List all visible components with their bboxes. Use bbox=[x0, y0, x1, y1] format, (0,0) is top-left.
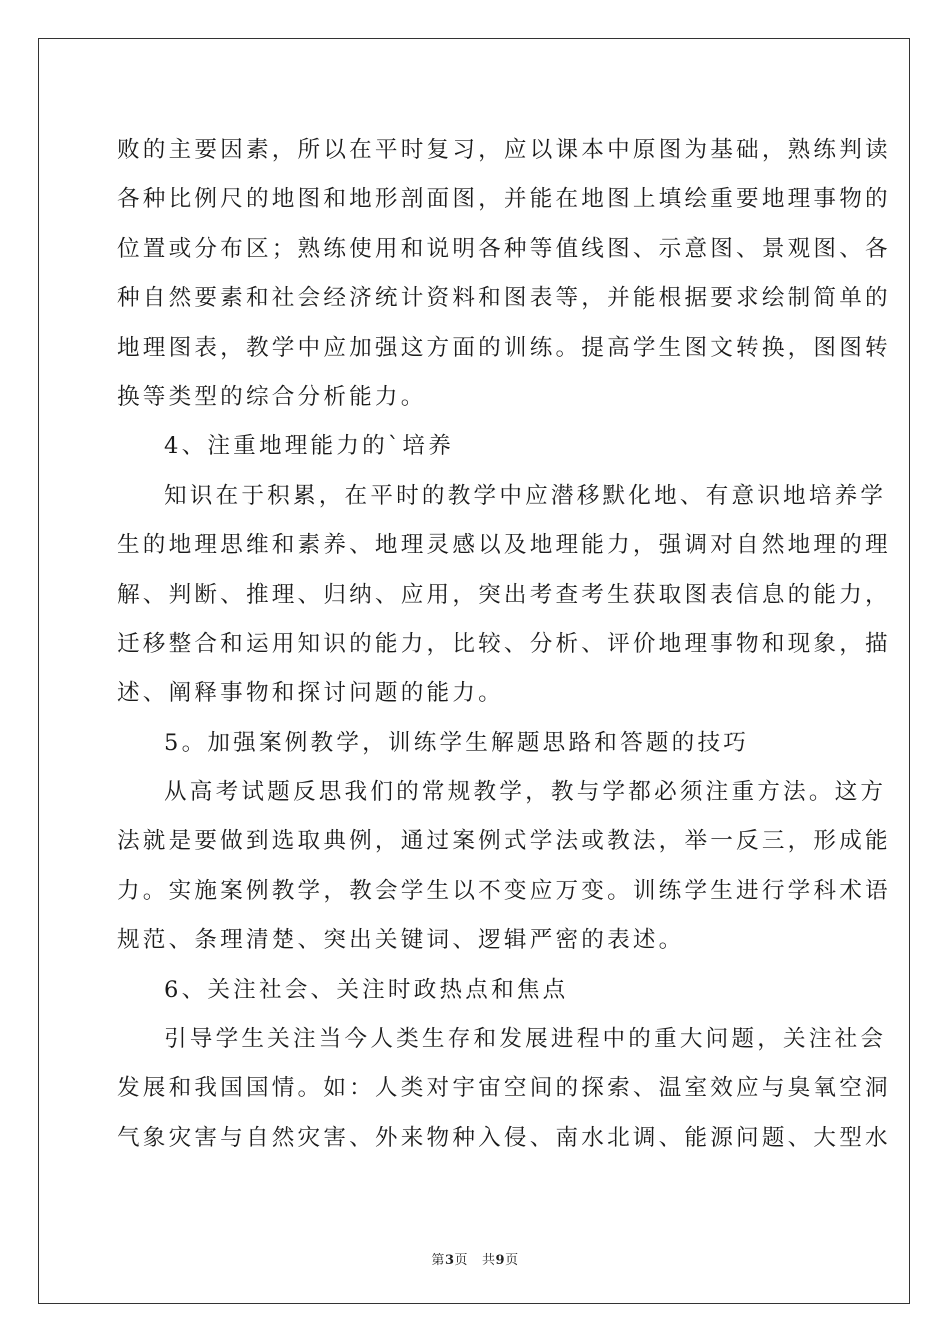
text-line: 迁移整合和运用知识的能力，比较、分析、评价地理事物和现象，描 bbox=[117, 630, 891, 657]
document-body bbox=[117, 126, 891, 1163]
text-line: 规范、条理清楚、突出关键词、逻辑严密的表述。 bbox=[117, 927, 685, 954]
text-line: 换等类型的综合分析能力。 bbox=[117, 383, 427, 410]
text-line: 力。实施案例教学，教会学生以不变应万变。训练学生进行学科术语 bbox=[117, 877, 891, 904]
section-heading-5: 5。加强案例教学，训练学生解题思路和答题的技巧 bbox=[164, 729, 750, 756]
text-line: 败的主要因素，所以在平时复习，应以课本中原图为基础，熟练判读 bbox=[117, 137, 891, 163]
text-line: 种自然要素和社会经济统计资料和图表等，并能根据要求绘制简单的 bbox=[117, 285, 891, 312]
text-line: 地理图表，教学中应加强这方面的训练。提高学生图文转换，图图转 bbox=[117, 334, 891, 361]
page-prefix: 第 bbox=[431, 1253, 445, 1268]
text-line: 引导学生关注当今人类生存和发展进程中的重大问题，关注社会 bbox=[164, 1026, 887, 1053]
text-line: 知识在于积累，在平时的教学中应潜移默化地、有意识地培养学 bbox=[164, 482, 887, 509]
text-line: 发展和我国国情。如：人类对宇宙空间的探索、温室效应与臭氧空洞 bbox=[117, 1075, 891, 1102]
text-line: 解、判断、推理、归纳、应用，突出考查考生获取图表信息的能力， bbox=[117, 581, 891, 608]
text-line: 位置或分布区；熟练使用和说明各种等值线图、示意图、景观图、各 bbox=[117, 235, 891, 262]
total-prefix: 共 bbox=[482, 1253, 496, 1268]
text-line: 法就是要做到选取典例，通过案例式学法或教法，举一反三，形成能 bbox=[117, 828, 891, 855]
text-line: 气象灾害与自然灾害、外来物种入侵、南水北调、能源问题、大型水 bbox=[117, 1124, 891, 1151]
page-suffix: 页 bbox=[454, 1253, 468, 1268]
text-line: 各种比例尺的地图和地形剖面图，并能在地图上填绘重要地理事物的 bbox=[117, 186, 891, 213]
page-number: 3 bbox=[444, 1253, 455, 1268]
section-heading-4: 4、注重地理能力的`培养 bbox=[164, 433, 455, 460]
page-footer bbox=[0, 1249, 950, 1268]
total-suffix: 页 bbox=[505, 1253, 519, 1268]
text-line: 述、阐释事物和探讨问题的能力。 bbox=[117, 680, 504, 707]
section-heading-6: 6、关注社会、关注时政热点和焦点 bbox=[164, 976, 569, 1003]
text-line: 从高考试题反思我们的常规教学，教与学都必须注重方法。这方 bbox=[164, 779, 887, 806]
total-pages: 9 bbox=[495, 1253, 506, 1268]
text-line: 生的地理思维和素养、地理灵感以及地理能力，强调对自然地理的理 bbox=[117, 532, 891, 559]
